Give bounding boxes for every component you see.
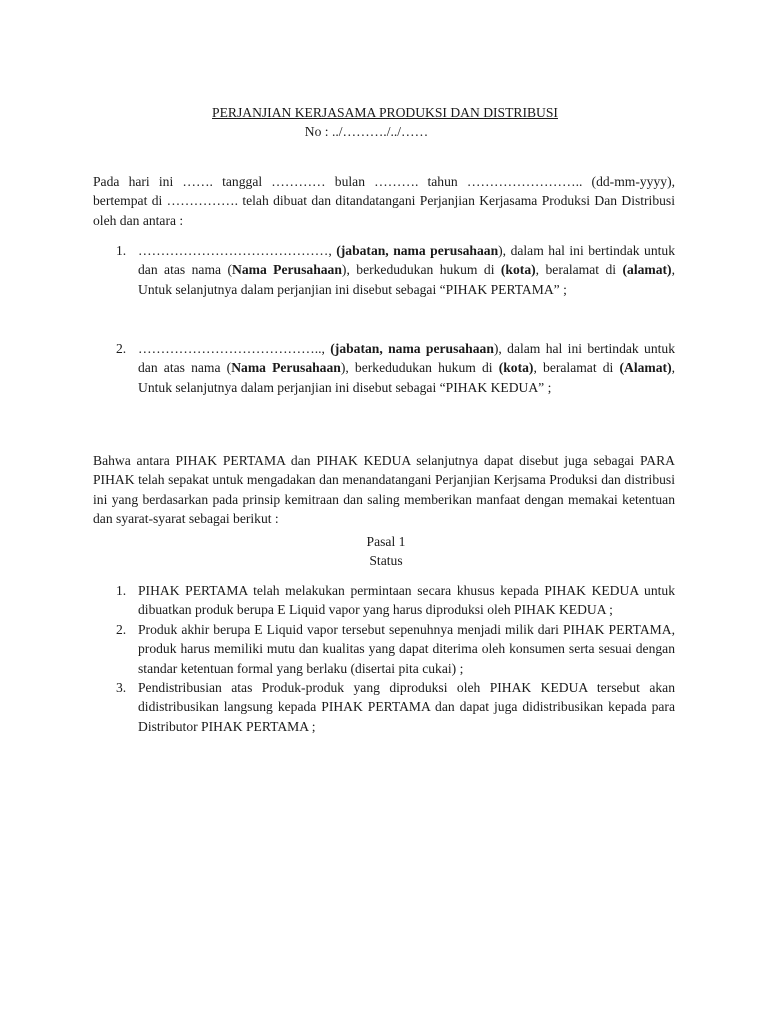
intro-paragraph: Pada hari ini ……. tanggal ………… bulan ………. tahun …………………….. (dd-mm-yyyy), bertempat di ……………. telah dibuat dan ditandatangani Perjanjian Kerjasama Produksi Dan Distribusi oleh dan antara :	[93, 174, 675, 228]
party-text: ), dalam hal ini bertindak untuk dan atas nama (	[138, 243, 675, 278]
party-address: (alamat)	[622, 262, 672, 278]
party-text: , beralamat di	[533, 360, 620, 376]
party-company: Nama Perusahaan	[232, 262, 342, 278]
party-number: 1.	[116, 243, 127, 258]
party-text: , Untuk selanjutnya dalam perjanjian ini disebut sebagai “PIHAK PERTAMA” ;	[138, 262, 675, 297]
party-text: , Untuk selanjutnya dalam perjanjian ini disebut sebagai “PIHAK KEDUA” ;	[138, 360, 675, 395]
clause-list	[93, 581, 675, 736]
clause-number: 3.	[116, 680, 127, 696]
party-blank: …………………………………..,	[138, 341, 325, 356]
clause-item-3	[93, 678, 675, 736]
clause-text: Produk akhir berupa E Liquid vapor tersebut sepenuhnya menjadi milik dari PIHAK PERTAMA, produk harus memiliki mutu dan kualitas yang dapat diterima oleh konsumen serta sesuai dengan standar ketentuan formal yang berlaku (disertai pita cukai) ;	[138, 621, 675, 676]
document-number: No : ../………./../……	[304, 124, 429, 139]
party-text: ), dalam hal ini bertindak untuk dan atas nama (	[138, 341, 675, 376]
recital-paragraph: Bahwa antara PIHAK PERTAMA dan PIHAK KEDUA selanjutnya dapat disebut juga sebagai PARA PIHAK telah sepakat untuk mengadakan dan menandatangani Perjanjian Kerjsama Produksi dan distribusi ini yang berdasarkan pada prinsip kemitraan dan saling memberikan manfaat dengan memakai ketentuan dan syarat-syarat sebagai berikut :	[93, 453, 675, 526]
document-title: PERJANJIAN KERJASAMA PRODUKSI DAN DISTRIBUSI	[212, 105, 558, 120]
party-list	[93, 241, 675, 299]
party-city: (kota)	[498, 360, 534, 376]
party-blank: ……………………………………,	[138, 243, 332, 258]
document-header	[0, 103, 768, 141]
clause-number: 1.	[116, 583, 127, 598]
article-heading: Status	[369, 553, 403, 568]
party-address: (Alamat)	[619, 360, 672, 376]
party-text: , beralamat di	[535, 262, 623, 278]
article-label: Pasal 1	[366, 534, 406, 549]
party-role: (jabatan, nama perusahaan	[336, 243, 499, 258]
clause-item-1	[93, 581, 675, 620]
party-item-2	[93, 339, 675, 397]
party-role: (jabatan, nama perusahaan	[330, 341, 494, 356]
party-number: 2.	[116, 341, 127, 356]
party-list-2	[93, 339, 675, 397]
clause-text: PIHAK PERTAMA telah melakukan permintaan secara khusus kepada PIHAK KEDUA untuk dibuatkan produk berupa E Liquid vapor yang harus diproduksi oleh PIHAK KEDUA ;	[138, 583, 675, 618]
clause-number: 2.	[116, 621, 127, 637]
clause-text: Pendistribusian atas Produk-produk yang diproduksi oleh PIHAK KEDUA tersebut akan didistribusikan langsung kepada PIHAK PERTAMA dan dapat juga didistribusikan kepada para Distributor PIHAK PERTAMA ;	[138, 680, 675, 734]
party-company: Nama Perusahaan	[231, 360, 341, 376]
party-text: ), berkedudukan hukum di	[340, 360, 499, 376]
party-city: (kota)	[500, 262, 536, 278]
party-text: ), berkedudukan hukum di	[341, 262, 501, 278]
clause-item-2	[93, 620, 675, 678]
party-item-1	[93, 241, 675, 299]
